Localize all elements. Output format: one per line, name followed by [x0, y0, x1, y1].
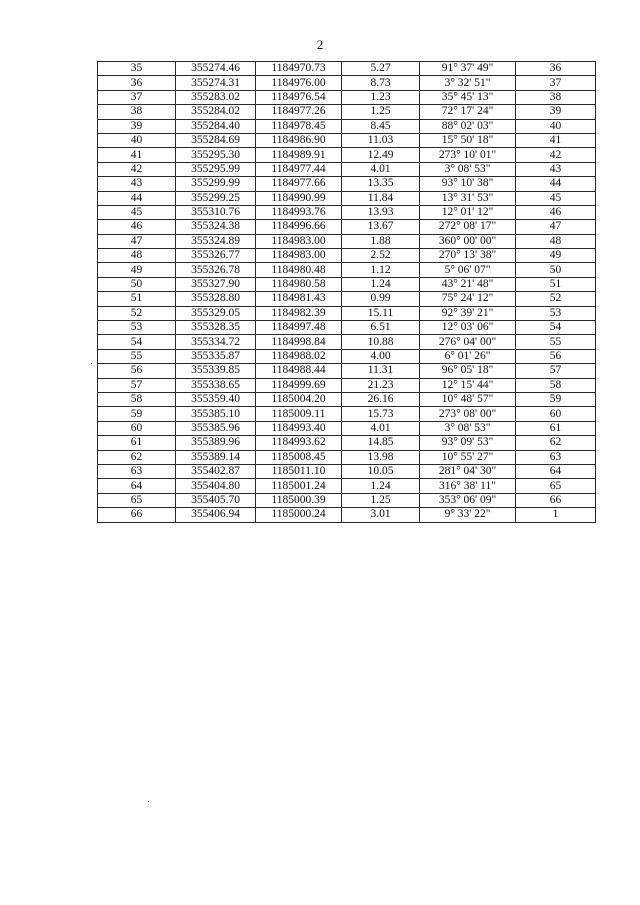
point-from-cell: 42: [98, 162, 176, 176]
x-coordinate-cell: 355283.02: [176, 90, 256, 104]
bearing-cell: 72° 17' 24": [420, 105, 516, 119]
y-coordinate-cell: 1184981.43: [256, 292, 342, 306]
distance-cell: 10.88: [342, 335, 420, 349]
point-to-cell: 49: [516, 249, 596, 263]
table-row: [98, 220, 596, 234]
x-coordinate-cell: 355284.02: [176, 105, 256, 119]
point-from-cell: 66: [98, 508, 176, 522]
table-row: [98, 378, 596, 392]
point-to-cell: 51: [516, 277, 596, 291]
y-coordinate-cell: 1184988.44: [256, 364, 342, 378]
bearing-cell: 281° 04' 30": [420, 464, 516, 478]
bearing-cell: 15° 50' 18": [420, 133, 516, 147]
bearing-cell: 10° 55' 27": [420, 450, 516, 464]
x-coordinate-cell: 355405.70: [176, 493, 256, 507]
bearing-cell: 88° 02' 03": [420, 119, 516, 133]
point-from-cell: 58: [98, 392, 176, 406]
distance-cell: 4.00: [342, 349, 420, 363]
y-coordinate-cell: 1184976.00: [256, 76, 342, 90]
table-row: [98, 90, 596, 104]
point-to-cell: 47: [516, 220, 596, 234]
distance-cell: 11.03: [342, 133, 420, 147]
bearing-cell: 75° 24' 12": [420, 292, 516, 306]
point-from-cell: 54: [98, 335, 176, 349]
x-coordinate-cell: 355327.90: [176, 277, 256, 291]
point-from-cell: 50: [98, 277, 176, 291]
point-to-cell: 43: [516, 162, 596, 176]
point-to-cell: 53: [516, 306, 596, 320]
x-coordinate-cell: 355284.40: [176, 119, 256, 133]
point-to-cell: 37: [516, 76, 596, 90]
point-from-cell: 45: [98, 205, 176, 219]
point-to-cell: 58: [516, 378, 596, 392]
distance-cell: 12.49: [342, 148, 420, 162]
point-to-cell: 52: [516, 292, 596, 306]
y-coordinate-cell: 1184988.02: [256, 349, 342, 363]
x-coordinate-cell: 355284.69: [176, 133, 256, 147]
bearing-cell: 3° 08' 53": [420, 162, 516, 176]
table-row: [98, 292, 596, 306]
coordinates-table-body: [98, 62, 596, 523]
bearing-cell: 316° 38' 11": [420, 479, 516, 493]
table-row: [98, 62, 596, 76]
distance-cell: 1.25: [342, 105, 420, 119]
point-from-cell: 53: [98, 321, 176, 335]
point-to-cell: 57: [516, 364, 596, 378]
point-to-cell: 56: [516, 349, 596, 363]
bearing-cell: 12° 03' 06": [420, 321, 516, 335]
table-row: [98, 450, 596, 464]
point-to-cell: 1: [516, 508, 596, 522]
distance-cell: 11.31: [342, 364, 420, 378]
coordinates-table: [97, 61, 596, 523]
y-coordinate-cell: 1185009.11: [256, 407, 342, 421]
point-to-cell: 40: [516, 119, 596, 133]
y-coordinate-cell: 1184977.66: [256, 177, 342, 191]
bearing-cell: 12° 15' 44": [420, 378, 516, 392]
y-coordinate-cell: 1184970.73: [256, 62, 342, 76]
point-to-cell: 64: [516, 464, 596, 478]
y-coordinate-cell: 1184982.39: [256, 306, 342, 320]
point-to-cell: 54: [516, 321, 596, 335]
distance-cell: 26.16: [342, 392, 420, 406]
table-row: [98, 277, 596, 291]
distance-cell: 15.11: [342, 306, 420, 320]
distance-cell: 0.99: [342, 292, 420, 306]
table-row: [98, 364, 596, 378]
distance-cell: 11.84: [342, 191, 420, 205]
point-to-cell: 50: [516, 263, 596, 277]
point-to-cell: 36: [516, 62, 596, 76]
x-coordinate-cell: 355274.46: [176, 62, 256, 76]
x-coordinate-cell: 355385.96: [176, 421, 256, 435]
y-coordinate-cell: 1185008.45: [256, 450, 342, 464]
bearing-cell: 273° 10' 01": [420, 148, 516, 162]
x-coordinate-cell: 355385.10: [176, 407, 256, 421]
y-coordinate-cell: 1185000.24: [256, 508, 342, 522]
point-to-cell: 46: [516, 205, 596, 219]
x-coordinate-cell: 355402.87: [176, 464, 256, 478]
table-row: [98, 479, 596, 493]
x-coordinate-cell: 355326.78: [176, 263, 256, 277]
bearing-cell: 43° 21' 48": [420, 277, 516, 291]
point-to-cell: 63: [516, 450, 596, 464]
bearing-cell: 270° 13' 38": [420, 249, 516, 263]
point-from-cell: 51: [98, 292, 176, 306]
bearing-cell: 3° 32' 51": [420, 76, 516, 90]
distance-cell: 1.88: [342, 234, 420, 248]
table-row: [98, 191, 596, 205]
point-from-cell: 36: [98, 76, 176, 90]
y-coordinate-cell: 1184989.91: [256, 148, 342, 162]
distance-cell: 13.98: [342, 450, 420, 464]
distance-cell: 21.23: [342, 378, 420, 392]
y-coordinate-cell: 1184990.99: [256, 191, 342, 205]
point-from-cell: 59: [98, 407, 176, 421]
x-coordinate-cell: 355295.30: [176, 148, 256, 162]
y-coordinate-cell: 1184980.48: [256, 263, 342, 277]
table-row: [98, 133, 596, 147]
y-coordinate-cell: 1185000.39: [256, 493, 342, 507]
bearing-cell: 35° 45' 13": [420, 90, 516, 104]
page-number: 2: [316, 37, 324, 52]
y-coordinate-cell: 1185011.10: [256, 464, 342, 478]
x-coordinate-cell: 355334.72: [176, 335, 256, 349]
bearing-cell: 96° 05' 18": [420, 364, 516, 378]
y-coordinate-cell: 1184986.90: [256, 133, 342, 147]
point-to-cell: 65: [516, 479, 596, 493]
table-row: [98, 148, 596, 162]
x-coordinate-cell: 355338.65: [176, 378, 256, 392]
point-from-cell: 55: [98, 349, 176, 363]
distance-cell: 13.67: [342, 220, 420, 234]
bearing-cell: 6° 01' 26": [420, 349, 516, 363]
bearing-cell: 3° 08' 53": [420, 421, 516, 435]
point-from-cell: 43: [98, 177, 176, 191]
y-coordinate-cell: 1184998.84: [256, 335, 342, 349]
point-from-cell: 56: [98, 364, 176, 378]
point-to-cell: 66: [516, 493, 596, 507]
scan-speck: [148, 801, 149, 802]
y-coordinate-cell: 1184996.66: [256, 220, 342, 234]
table-row: [98, 177, 596, 191]
point-to-cell: 60: [516, 407, 596, 421]
scan-speck: [91, 363, 92, 364]
point-from-cell: 47: [98, 234, 176, 248]
point-to-cell: 45: [516, 191, 596, 205]
table-row: [98, 349, 596, 363]
distance-cell: 1.24: [342, 479, 420, 493]
x-coordinate-cell: 355339.85: [176, 364, 256, 378]
bearing-cell: 10° 48' 57": [420, 392, 516, 406]
point-from-cell: 57: [98, 378, 176, 392]
distance-cell: 1.23: [342, 90, 420, 104]
table-row: [98, 263, 596, 277]
point-to-cell: 38: [516, 90, 596, 104]
x-coordinate-cell: 355335.87: [176, 349, 256, 363]
bearing-cell: 91° 37' 49": [420, 62, 516, 76]
bearing-cell: 9° 33' 22": [420, 508, 516, 522]
bearing-cell: 272° 08' 17": [420, 220, 516, 234]
distance-cell: 8.73: [342, 76, 420, 90]
distance-cell: 1.25: [342, 493, 420, 507]
table-row: [98, 162, 596, 176]
table-row: [98, 249, 596, 263]
distance-cell: 5.27: [342, 62, 420, 76]
distance-cell: 2.52: [342, 249, 420, 263]
point-from-cell: 40: [98, 133, 176, 147]
table-row: [98, 105, 596, 119]
table-row: [98, 464, 596, 478]
table-row: [98, 421, 596, 435]
distance-cell: 1.12: [342, 263, 420, 277]
x-coordinate-cell: 355326.77: [176, 249, 256, 263]
point-to-cell: 44: [516, 177, 596, 191]
point-from-cell: 44: [98, 191, 176, 205]
point-to-cell: 48: [516, 234, 596, 248]
x-coordinate-cell: 355324.38: [176, 220, 256, 234]
x-coordinate-cell: 355329.05: [176, 306, 256, 320]
point-from-cell: 61: [98, 436, 176, 450]
point-from-cell: 64: [98, 479, 176, 493]
point-to-cell: 55: [516, 335, 596, 349]
y-coordinate-cell: 1184983.00: [256, 249, 342, 263]
y-coordinate-cell: 1184997.48: [256, 321, 342, 335]
point-from-cell: 63: [98, 464, 176, 478]
point-to-cell: 61: [516, 421, 596, 435]
y-coordinate-cell: 1184978.45: [256, 119, 342, 133]
y-coordinate-cell: 1185004.20: [256, 392, 342, 406]
bearing-cell: 5° 06' 07": [420, 263, 516, 277]
distance-cell: 13.35: [342, 177, 420, 191]
table-row: [98, 392, 596, 406]
x-coordinate-cell: 355299.25: [176, 191, 256, 205]
point-to-cell: 39: [516, 105, 596, 119]
bearing-cell: 276° 04' 00": [420, 335, 516, 349]
distance-cell: 4.01: [342, 162, 420, 176]
table-row: [98, 436, 596, 450]
y-coordinate-cell: 1184980.58: [256, 277, 342, 291]
x-coordinate-cell: 355310.76: [176, 205, 256, 219]
point-from-cell: 52: [98, 306, 176, 320]
x-coordinate-cell: 355328.35: [176, 321, 256, 335]
bearing-cell: 360° 00' 00": [420, 234, 516, 248]
point-from-cell: 48: [98, 249, 176, 263]
point-from-cell: 37: [98, 90, 176, 104]
y-coordinate-cell: 1184976.54: [256, 90, 342, 104]
point-from-cell: 39: [98, 119, 176, 133]
x-coordinate-cell: 355328.80: [176, 292, 256, 306]
x-coordinate-cell: 355404.80: [176, 479, 256, 493]
y-coordinate-cell: 1184977.44: [256, 162, 342, 176]
distance-cell: 3.01: [342, 508, 420, 522]
distance-cell: 15.73: [342, 407, 420, 421]
point-from-cell: 65: [98, 493, 176, 507]
distance-cell: 1.24: [342, 277, 420, 291]
table-row: [98, 335, 596, 349]
bearing-cell: 13° 31' 53": [420, 191, 516, 205]
table-row: [98, 234, 596, 248]
point-from-cell: 60: [98, 421, 176, 435]
x-coordinate-cell: 355389.14: [176, 450, 256, 464]
table-row: [98, 76, 596, 90]
distance-cell: 13.93: [342, 205, 420, 219]
point-to-cell: 62: [516, 436, 596, 450]
distance-cell: 4.01: [342, 421, 420, 435]
x-coordinate-cell: 355359.40: [176, 392, 256, 406]
y-coordinate-cell: 1184993.62: [256, 436, 342, 450]
point-to-cell: 42: [516, 148, 596, 162]
bearing-cell: 12° 01' 12": [420, 205, 516, 219]
table-row: [98, 321, 596, 335]
point-from-cell: 62: [98, 450, 176, 464]
bearing-cell: 353° 06' 09": [420, 493, 516, 507]
y-coordinate-cell: 1184983.00: [256, 234, 342, 248]
distance-cell: 10.05: [342, 464, 420, 478]
bearing-cell: 92° 39' 21": [420, 306, 516, 320]
table-row: [98, 306, 596, 320]
x-coordinate-cell: 355299.99: [176, 177, 256, 191]
table-row: [98, 119, 596, 133]
table-row: [98, 407, 596, 421]
distance-cell: 6.51: [342, 321, 420, 335]
y-coordinate-cell: 1185001.24: [256, 479, 342, 493]
y-coordinate-cell: 1184993.40: [256, 421, 342, 435]
x-coordinate-cell: 355274.31: [176, 76, 256, 90]
x-coordinate-cell: 355324.89: [176, 234, 256, 248]
point-from-cell: 35: [98, 62, 176, 76]
y-coordinate-cell: 1184977.26: [256, 105, 342, 119]
bearing-cell: 93° 09' 53": [420, 436, 516, 450]
bearing-cell: 93° 10' 38": [420, 177, 516, 191]
y-coordinate-cell: 1184999.69: [256, 378, 342, 392]
point-from-cell: 49: [98, 263, 176, 277]
x-coordinate-cell: 355406.94: [176, 508, 256, 522]
x-coordinate-cell: 355295.99: [176, 162, 256, 176]
point-from-cell: 46: [98, 220, 176, 234]
table-row: [98, 493, 596, 507]
point-to-cell: 59: [516, 392, 596, 406]
point-from-cell: 38: [98, 105, 176, 119]
distance-cell: 14.85: [342, 436, 420, 450]
point-from-cell: 41: [98, 148, 176, 162]
y-coordinate-cell: 1184993.76: [256, 205, 342, 219]
x-coordinate-cell: 355389.96: [176, 436, 256, 450]
distance-cell: 8.45: [342, 119, 420, 133]
table-row: [98, 508, 596, 522]
table-row: [98, 205, 596, 219]
bearing-cell: 273° 08' 00": [420, 407, 516, 421]
point-to-cell: 41: [516, 133, 596, 147]
